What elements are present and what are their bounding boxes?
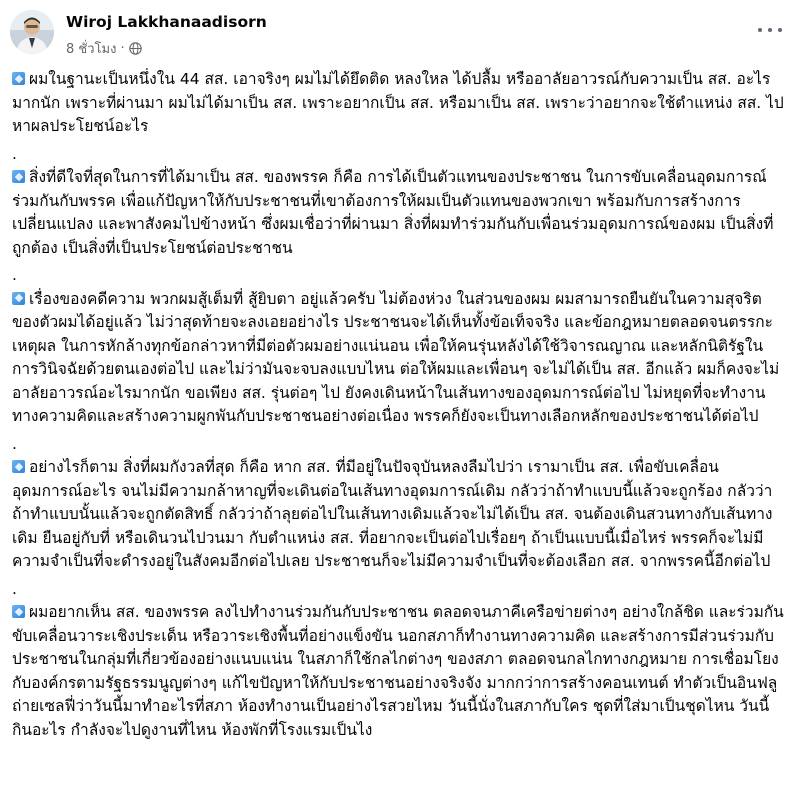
- paragraph-separator: .: [12, 434, 17, 453]
- blue-diamond-icon: [12, 292, 25, 305]
- post-paragraph: ผมอยากเห็น สส. ของพรรค ลงไปทำงานร่วมกันกับประชาชน ตลอดจนภาคีเครือข่ายต่างๆ อย่างใกล้ชิด และร่วมกันขับเคลื่อนวาระเชิงประเด็น หรือวาระเชิงพื้นที่อย่างแข็งขัน นอกสภาก็ทำงานทางความคิด และสร้างการมีส่วนร่วมกับประชาชนในกลุ่มที่เกี่ยวข้องอย่างแนบแน่น ในสภาก็ใช้กลไกต่างๆ ของสภา ตลอดจนกลไกทางกฎหมาย การเชื่อมโยงกับองค์กรตามรัฐธรรมนูญต่างๆ แก้ไขปัญหาให้กับประชาชนอย่างจริงจัง มากกว่าการสร้างคอนเทนต์ ทำตัวเป็นอินฟลู ถ่ายเซลฟี่ว่าวันนี้มาทำอะไรที่สภา ห้องทำงานเป็นอย่างไรสวยไหม วันนี้นั่งในสภากับใคร ชุดที่ใส่มาเป็นชุดไหน วันนี้กินอะไร กำลังจะไปดูงานที่ไหน ห้องพักที่โรงแรมเป็นไง: [12, 603, 784, 739]
- blue-diamond-icon: [12, 460, 25, 473]
- globe-icon[interactable]: [129, 42, 142, 55]
- avatar-photo: [10, 10, 54, 54]
- post-paragraph: อย่างไรก็ตาม สิ่งที่ผมกังวลที่สุด ก็คือ หาก สส. ที่มีอยู่ในปัจจุบันหลงลืมไปว่า เรามาเป็น สส. เพื่อขับเคลื่อนอุดมการณ์อะไร จนไม่มีความกล้าหาญที่จะเดินต่อในเส้นทางอุดมการณ์เดิม กลัวว่าถ้าทำแบบนี้แล้วจะถูกร้อง กลัวว่าถ้าทำแบบนั้นแล้วจะถูกตัดสิทธิ์ กลัวว่าถ้าลุยต่อไปในเส้นทางเดิมแล้วจะไม่ได้เป็น สส. จนต้องเดินสวนทางกับเส้นทางเดิม ยืนอยู่กับที่ หรือเดินวนไปวนมา กับตำแหน่ง สส. ที่อยากจะเป็นต่อไปเรื่อยๆ ถ้าเป็นแบบนี้เมื่อไหร่ พรรคก็จะไม่มีความจำเป็นที่จะดำรงอยู่ในสังคมอีกต่อไปเลย ประชาชนก็จะไม่มีความจำเป็นที่จะต้องเลือก สส. จากพรรคนี้อีกต่อไป: [12, 458, 773, 570]
- post-paragraph: เรื่องของคดีความ พวกผมสู้เต็มที่ สู้ยิบตา อยู่แล้วครับ ไม่ต้องห่วง ในส่วนของผม ผมสามารถยืนยันในความสุจริตของตัวผมได้อยู่แล้ว ไม่ว่าสุดท้ายจะลงเอยอย่างไร ประชาชนจะได้เห็นทั้งข้อเท็จจริง และข้อกฎหมายตลอดจนตรรกะเหตุผล ในการหักล้างทุกข้อกล่าวหาที่มีต่อตัวผมอย่างแน่นอน เพื่อให้คนรุ่นหลังได้ใช้วิจารณญาณ และหลักนิติรัฐในการวินิจฉัยด้วยตนเองต่อไป และไม่ว่ามันจะจบลงแบบไหน ต่อให้ผมและเพื่อนๆ จะไม่ได้เป็น สส. อีกแล้ว ผมก็คงจะไม่อาลัยอาวรณ์อะไรมากนัก ขอเพียง สส. รุ่นต่อๆ ไป ยังคงเดินหน้าในเส้นทางของอุดมการณ์ต่อไป ไม่หยุดที่จะทำงานทางความคิดและสร้างความผูกพันกับประชาชนอย่างต่อเนื่อง พรรคก็ยังจะเป็นทางเลือกหลักของประชาชนได้ต่อไป: [12, 289, 780, 425]
- more-options-icon[interactable]: [758, 24, 782, 36]
- paragraph-separator: .: [12, 579, 17, 598]
- blue-diamond-icon: [12, 72, 25, 85]
- author-name[interactable]: Wiroj Lakkhanaadisorn: [66, 13, 267, 31]
- paragraph-separator: .: [12, 266, 17, 284]
- blue-diamond-icon: [12, 170, 25, 183]
- meta-separator: ·: [120, 41, 125, 56]
- post-body: [0, 62, 800, 742]
- post-timestamp[interactable]: 8 ชั่วโมง: [66, 42, 117, 57]
- paragraph-separator: .: [12, 144, 17, 163]
- author-avatar[interactable]: [10, 10, 54, 54]
- post-meta: [66, 38, 142, 59]
- post-paragraph: ผมในฐานะเป็นหนึ่งใน 44 สส. เอาจริงๆ ผมไม่ได้ยึดติด หลงใหล ได้ปลื้ม หรืออาลัยอาวรณ์กับความเป็น สส. อะไรมากนัก เพราะที่ผ่านมา ผมไม่ได้มาเป็น สส. เพราะอยากเป็น สส. หรือมาเป็น สส. เพราะว่าอยากจะใช้ตำแหน่ง สส. ไปหาผลประโยชน์อะไร: [12, 70, 784, 135]
- blue-diamond-icon: [12, 605, 25, 618]
- post-paragraph: สิ่งที่ดีใจที่สุดในการที่ได้มาเป็น สส. ของพรรค ก็คือ การได้เป็นตัวแทนของประชาชน ในการขับเคลื่อนอุดมการณ์ร่วมกันกับพรรค เพื่อแก้ปัญหาให้กับประชาชนที่เขาต้องการให้ผมเป็นตัวแทนของพวกเขา พร้อมกับการสร้างการเปลี่ยนแปลง และพาสังคมไปข้างหน้า ซึ่งผมเชื่อว่าที่ผ่านมา สิ่งที่ผมทำร่วมกันกับเพื่อนร่วมอุดมการณ์ของผม เป็นสิ่งที่ถูกต้อง เป็นสิ่งที่เป็นประโยชน์ต่อประชาชน: [12, 168, 774, 257]
- post-header: [0, 0, 800, 62]
